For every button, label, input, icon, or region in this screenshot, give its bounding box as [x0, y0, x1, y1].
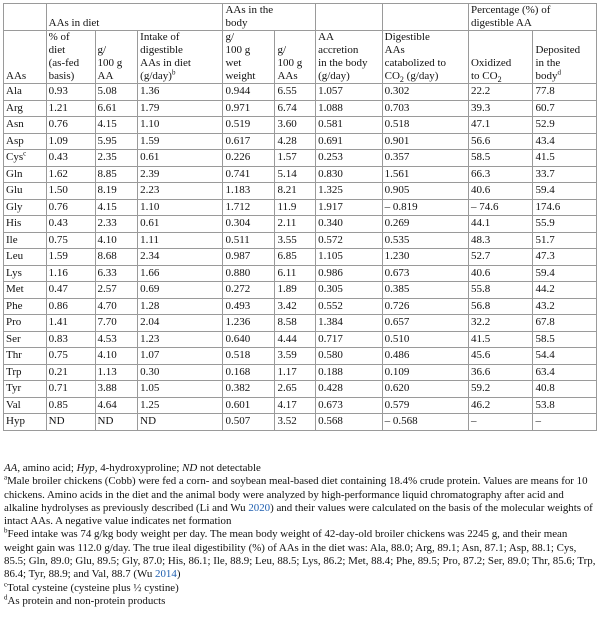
col-header-deposited: Deposited in the body$^d$: [533, 31, 597, 84]
table-cell: 0.703: [382, 100, 468, 117]
table-cell: 0.572: [316, 232, 383, 249]
table-cell: 0.620: [382, 381, 468, 398]
table-cell: 7.70: [95, 315, 138, 332]
table-cell: 0.510: [382, 331, 468, 348]
table-cell: 0.971: [223, 100, 275, 117]
table-cell: 43.4: [533, 133, 597, 150]
header-empty-cell: [316, 4, 383, 31]
table-cell: 0.69: [138, 282, 223, 299]
table-cell: 0.901: [382, 133, 468, 150]
table-cell: 4.15: [95, 199, 138, 216]
row-aa-name: Thr: [4, 348, 47, 365]
table-cell: 1.25: [138, 397, 223, 414]
row-aa-name: Met: [4, 282, 47, 299]
table-cell: 1.23: [138, 331, 223, 348]
table-cell: 55.9: [533, 216, 597, 233]
table-cell: 0.71: [46, 381, 95, 398]
table-cell: 3.52: [275, 414, 316, 431]
row-aa-name: His: [4, 216, 47, 233]
table-cell: 5.95: [95, 133, 138, 150]
table-cell: 0.188: [316, 364, 383, 381]
row-aa-name: Asn: [4, 117, 47, 134]
table-cell: 8.85: [95, 166, 138, 183]
table-cell: 0.86: [46, 298, 95, 315]
table-cell: 2.34: [138, 249, 223, 266]
table-cell: 1.057: [316, 84, 383, 101]
table-cell: 1.16: [46, 265, 95, 282]
table-cell: 6.33: [95, 265, 138, 282]
table-cell: ND: [138, 414, 223, 431]
table-cell: 0.21: [46, 364, 95, 381]
table-cell: 0.673: [316, 397, 383, 414]
table-cell: 0.486: [382, 348, 468, 365]
table-cell: 8.19: [95, 183, 138, 200]
table-row: [4, 364, 597, 381]
footnote-d: $^d$As protein and non-protein products: [4, 593, 166, 607]
citation-link-2014[interactable]: 2014: [155, 568, 177, 581]
table-cell: 41.5: [533, 150, 597, 167]
table-cell: 3.42: [275, 298, 316, 315]
table-cell: 1.11: [138, 232, 223, 249]
table-cell: 47.1: [468, 117, 532, 134]
table-cell: 0.986: [316, 265, 383, 282]
table-row: [4, 265, 597, 282]
table-cell: 6.55: [275, 84, 316, 101]
table-cell: 4.44: [275, 331, 316, 348]
table-cell: 0.61: [138, 150, 223, 167]
table-cell: 0.905: [382, 183, 468, 200]
header-empty-cell: [4, 4, 47, 31]
table-cell: 4.28: [275, 133, 316, 150]
table-cell: 0.75: [46, 232, 95, 249]
table-cell: 0.726: [382, 298, 468, 315]
table-cell: 0.76: [46, 117, 95, 134]
table-cell: 0.552: [316, 298, 383, 315]
table-cell: 0.269: [382, 216, 468, 233]
table-cell: 55.8: [468, 282, 532, 299]
row-aa-name: Gly: [4, 199, 47, 216]
table-row: [4, 298, 597, 315]
table-cell: ND: [46, 414, 95, 431]
table-cell: 0.830: [316, 166, 383, 183]
col-header-aa: AAs: [4, 31, 47, 84]
table-cell: 60.7: [533, 100, 597, 117]
table-cell: 0.657: [382, 315, 468, 332]
footnote-b: $^b$Feed intake was 74 g/kg body weight per day. The mean body weight of 42-day-old broiler chickens was 2245 g, and their mean weight gain was 112.0 g/day. The true ileal digestibility (%) of AAs in the diet was: Ala, 88.0; Arg, 89.1; Asn, 87.1; Asp, 88.1; Cys, 85.5; Gln, 89.0; Glu, 89.5; Gly, 87.0; His, 86.1; Ile, 88.9; Leu, 88.5; Lys, 86.2; Met, 88.4; Phe, 89.5; Pro, 87.2; Ser, 89.0; Thr, 85.6; Trp, 86.4; Tyr, 88.9; and Val, 88.7 (Wu 2014): [4, 526, 596, 581]
table-cell: 0.385: [382, 282, 468, 299]
footnote-abbreviations: AA, amino acid; Hyp, 4-hydroxyproline; ND not detectable: [4, 462, 261, 474]
table-body: [4, 84, 597, 431]
table-cell: 39.3: [468, 100, 532, 117]
table-cell: 1.21: [46, 100, 95, 117]
table-cell: 11.9: [275, 199, 316, 216]
header-row-group: [4, 4, 597, 31]
col-header-body-wet-weight: g/ 100 g wet weight: [223, 31, 275, 84]
table-cell: 1.230: [382, 249, 468, 266]
table-row: [4, 100, 597, 117]
col-header-diet-g-per-100g: g/ 100 g AA: [95, 31, 138, 84]
table-cell: 1.712: [223, 199, 275, 216]
table-cell: 59.4: [533, 265, 597, 282]
table-footnotes: [4, 462, 596, 608]
table-cell: 3.60: [275, 117, 316, 134]
table-cell: 1.183: [223, 183, 275, 200]
table-cell: 1.917: [316, 199, 383, 216]
table-cell: 63.4: [533, 364, 597, 381]
table-cell: 1.62: [46, 166, 95, 183]
table-cell: 0.93: [46, 84, 95, 101]
table-cell: 1.28: [138, 298, 223, 315]
table-cell: 52.9: [533, 117, 597, 134]
table-cell: 3.88: [95, 381, 138, 398]
table-cell: 53.8: [533, 397, 597, 414]
table-cell: 1.10: [138, 117, 223, 134]
table-cell: 0.83: [46, 331, 95, 348]
table-cell: 33.7: [533, 166, 597, 183]
table-cell: 43.2: [533, 298, 597, 315]
row-aa-name: Hyp: [4, 414, 47, 431]
table-cell: 2.39: [138, 166, 223, 183]
table-cell: 77.8: [533, 84, 597, 101]
table-row: [4, 331, 597, 348]
row-aa-name: Ile: [4, 232, 47, 249]
table-cell: 59.4: [533, 183, 597, 200]
table-cell: –: [468, 414, 532, 431]
table-cell: 0.640: [223, 331, 275, 348]
table-row: [4, 183, 597, 200]
col-header-intake: Intake of digestible AAs in diet $(g/day)^b$: [138, 31, 223, 84]
footnote-a: $^a$Male broiler chickens (Cobb) were fed a corn- and soybean meal-based diet containing 18.4% crude protein. Values are means for 10 chickens. Amino acids in the diet and the animal body were analyzed by high-performance liquid chromatography after acid and alkaline hydrolyses as previously described (Li and Wu 2020) and their values were calculated on the basis of the molecular weights of intact AAs. A negative value indicates net formation: [4, 473, 593, 528]
table-cell: 1.384: [316, 315, 383, 332]
table-cell: 67.8: [533, 315, 597, 332]
row-aa-name: Cys$^c$: [4, 150, 47, 167]
table-cell: –: [533, 414, 597, 431]
table-cell: 45.6: [468, 348, 532, 365]
table-row: [4, 397, 597, 414]
table-cell: 0.47: [46, 282, 95, 299]
table-cell: 40.6: [468, 183, 532, 200]
table-cell: 0.741: [223, 166, 275, 183]
table-cell: 1.41: [46, 315, 95, 332]
table-cell: 4.70: [95, 298, 138, 315]
table-cell: 0.518: [223, 348, 275, 365]
table-cell: 54.4: [533, 348, 597, 365]
header-empty-cell: [382, 4, 468, 31]
table-cell: 48.3: [468, 232, 532, 249]
table-cell: 32.2: [468, 315, 532, 332]
table-row: [4, 249, 597, 266]
table-cell: 8.68: [95, 249, 138, 266]
row-aa-name: Pro: [4, 315, 47, 332]
table-cell: 8.21: [275, 183, 316, 200]
row-aa-name: Trp: [4, 364, 47, 381]
table-cell: 0.168: [223, 364, 275, 381]
table-cell: 0.880: [223, 265, 275, 282]
table-cell: 0.691: [316, 133, 383, 150]
table-cell: 44.1: [468, 216, 532, 233]
table-cell: 0.519: [223, 117, 275, 134]
col-header-oxidized: Oxidized to $CO_2$: [468, 31, 532, 84]
table-cell: 0.61: [138, 216, 223, 233]
table-row: [4, 133, 597, 150]
row-aa-name: Arg: [4, 100, 47, 117]
table-cell: 4.10: [95, 232, 138, 249]
table-cell: – 74.6: [468, 199, 532, 216]
table-cell: 8.58: [275, 315, 316, 332]
table-cell: 51.7: [533, 232, 597, 249]
table-cell: 2.65: [275, 381, 316, 398]
table-row: [4, 166, 597, 183]
row-aa-name: Lys: [4, 265, 47, 282]
table-cell: 0.304: [223, 216, 275, 233]
table-cell: 41.5: [468, 331, 532, 348]
table-cell: 1.59: [138, 133, 223, 150]
table-cell: 2.57: [95, 282, 138, 299]
table-cell: 0.601: [223, 397, 275, 414]
table-cell: 1.088: [316, 100, 383, 117]
citation-link-2020[interactable]: 2020: [248, 501, 271, 514]
row-aa-name: Ala: [4, 84, 47, 101]
table-cell: – 0.819: [382, 199, 468, 216]
table-cell: 1.07: [138, 348, 223, 365]
table-cell: 3.59: [275, 348, 316, 365]
footnote-c: $^c$Total cysteine (cysteine plus ½ cystine): [4, 580, 179, 594]
table-cell: 1.105: [316, 249, 383, 266]
table-cell: 0.253: [316, 150, 383, 167]
row-aa-name: Asp: [4, 133, 47, 150]
table-cell: 1.17: [275, 364, 316, 381]
col-header-accretion: AA accretion in the body (g/day): [316, 31, 383, 84]
table-cell: 1.79: [138, 100, 223, 117]
col-header-body-aas: g/ 100 g AAs: [275, 31, 316, 84]
table-cell: 6.74: [275, 100, 316, 117]
header-row-columns: [4, 31, 597, 84]
header-aas-in-body: AAs in the body: [223, 4, 316, 31]
table-cell: 1.57: [275, 150, 316, 167]
row-aa-name: Leu: [4, 249, 47, 266]
table-row: [4, 232, 597, 249]
table-cell: 44.2: [533, 282, 597, 299]
row-aa-name: Tyr: [4, 381, 47, 398]
table-cell: 1.13: [95, 364, 138, 381]
table-cell: 4.53: [95, 331, 138, 348]
table-cell: 56.6: [468, 133, 532, 150]
table-row: [4, 199, 597, 216]
table-cell: 46.2: [468, 397, 532, 414]
table-cell: 58.5: [468, 150, 532, 167]
table-cell: 0.581: [316, 117, 383, 134]
table-cell: 0.76: [46, 199, 95, 216]
table-cell: 0.493: [223, 298, 275, 315]
table-cell: 58.5: [533, 331, 597, 348]
table-cell: 0.511: [223, 232, 275, 249]
table-cell: 56.8: [468, 298, 532, 315]
table-cell: 0.226: [223, 150, 275, 167]
table-cell: 0.75: [46, 348, 95, 365]
table-cell: 0.30: [138, 364, 223, 381]
table-cell: 1.09: [46, 133, 95, 150]
table-cell: 5.08: [95, 84, 138, 101]
table-row: [4, 84, 597, 101]
table-cell: 59.2: [468, 381, 532, 398]
table-cell: 52.7: [468, 249, 532, 266]
col-header-catabolized: Digestible AAs catabolized to $CO_2$ (g/day): [382, 31, 468, 84]
table-cell: 0.518: [382, 117, 468, 134]
row-aa-name: Ser: [4, 331, 47, 348]
table-cell: 4.15: [95, 117, 138, 134]
table-cell: 0.109: [382, 364, 468, 381]
table-cell: 2.23: [138, 183, 223, 200]
table-cell: – 0.568: [382, 414, 468, 431]
col-header-diet-percent: % of diet (as-fed basis): [46, 31, 95, 84]
header-aas-in-diet: AAs in diet: [46, 4, 223, 31]
table-row: [4, 282, 597, 299]
table-cell: 1.89: [275, 282, 316, 299]
table-cell: 2.11: [275, 216, 316, 233]
table-cell: 0.568: [316, 414, 383, 431]
table-cell: 1.236: [223, 315, 275, 332]
table-cell: 1.50: [46, 183, 95, 200]
table-cell: 47.3: [533, 249, 597, 266]
table-cell: 5.14: [275, 166, 316, 183]
table-cell: 4.10: [95, 348, 138, 365]
table-cell: 0.428: [316, 381, 383, 398]
table-row: [4, 315, 597, 332]
table-cell: 0.579: [382, 397, 468, 414]
table-cell: 0.85: [46, 397, 95, 414]
amino-acid-table: [3, 3, 597, 431]
table-cell: 2.35: [95, 150, 138, 167]
table-cell: 0.617: [223, 133, 275, 150]
table-cell: 6.85: [275, 249, 316, 266]
table-cell: 1.325: [316, 183, 383, 200]
header-percentage: Percentage (%) of digestible AA: [468, 4, 596, 31]
table-cell: 22.2: [468, 84, 532, 101]
table-cell: 0.507: [223, 414, 275, 431]
table-cell: 2.04: [138, 315, 223, 332]
table-cell: 6.11: [275, 265, 316, 282]
table-cell: 0.43: [46, 216, 95, 233]
table-cell: 174.6: [533, 199, 597, 216]
table-cell: 0.305: [316, 282, 383, 299]
table-row: [4, 348, 597, 365]
table-cell: 3.55: [275, 232, 316, 249]
table-cell: ND: [95, 414, 138, 431]
table-cell: 1.59: [46, 249, 95, 266]
table-row: [4, 381, 597, 398]
table-cell: 0.987: [223, 249, 275, 266]
row-aa-name: Val: [4, 397, 47, 414]
table-row: [4, 150, 597, 167]
table-cell: 0.302: [382, 84, 468, 101]
table-cell: 40.6: [468, 265, 532, 282]
table-header: [4, 4, 597, 84]
table-cell: 36.6: [468, 364, 532, 381]
table-cell: 1.05: [138, 381, 223, 398]
table-row: [4, 117, 597, 134]
table-cell: 1.36: [138, 84, 223, 101]
row-aa-name: Gln: [4, 166, 47, 183]
row-aa-name: Glu: [4, 183, 47, 200]
table-row: [4, 216, 597, 233]
table-cell: 0.944: [223, 84, 275, 101]
table-cell: 40.8: [533, 381, 597, 398]
row-aa-name: Phe: [4, 298, 47, 315]
table-cell: 6.61: [95, 100, 138, 117]
table-cell: 1.66: [138, 265, 223, 282]
table-cell: 4.17: [275, 397, 316, 414]
table-cell: 0.580: [316, 348, 383, 365]
table-cell: 1.10: [138, 199, 223, 216]
table-cell: 0.43: [46, 150, 95, 167]
table-cell: 2.33: [95, 216, 138, 233]
table-cell: 0.340: [316, 216, 383, 233]
table-cell: 0.382: [223, 381, 275, 398]
table-cell: 66.3: [468, 166, 532, 183]
table-cell: 1.561: [382, 166, 468, 183]
table-cell: 0.357: [382, 150, 468, 167]
table-cell: 4.64: [95, 397, 138, 414]
table-cell: 0.673: [382, 265, 468, 282]
table-row: [4, 414, 597, 431]
table-cell: 0.535: [382, 232, 468, 249]
table-cell: 0.717: [316, 331, 383, 348]
table-cell: 0.272: [223, 282, 275, 299]
